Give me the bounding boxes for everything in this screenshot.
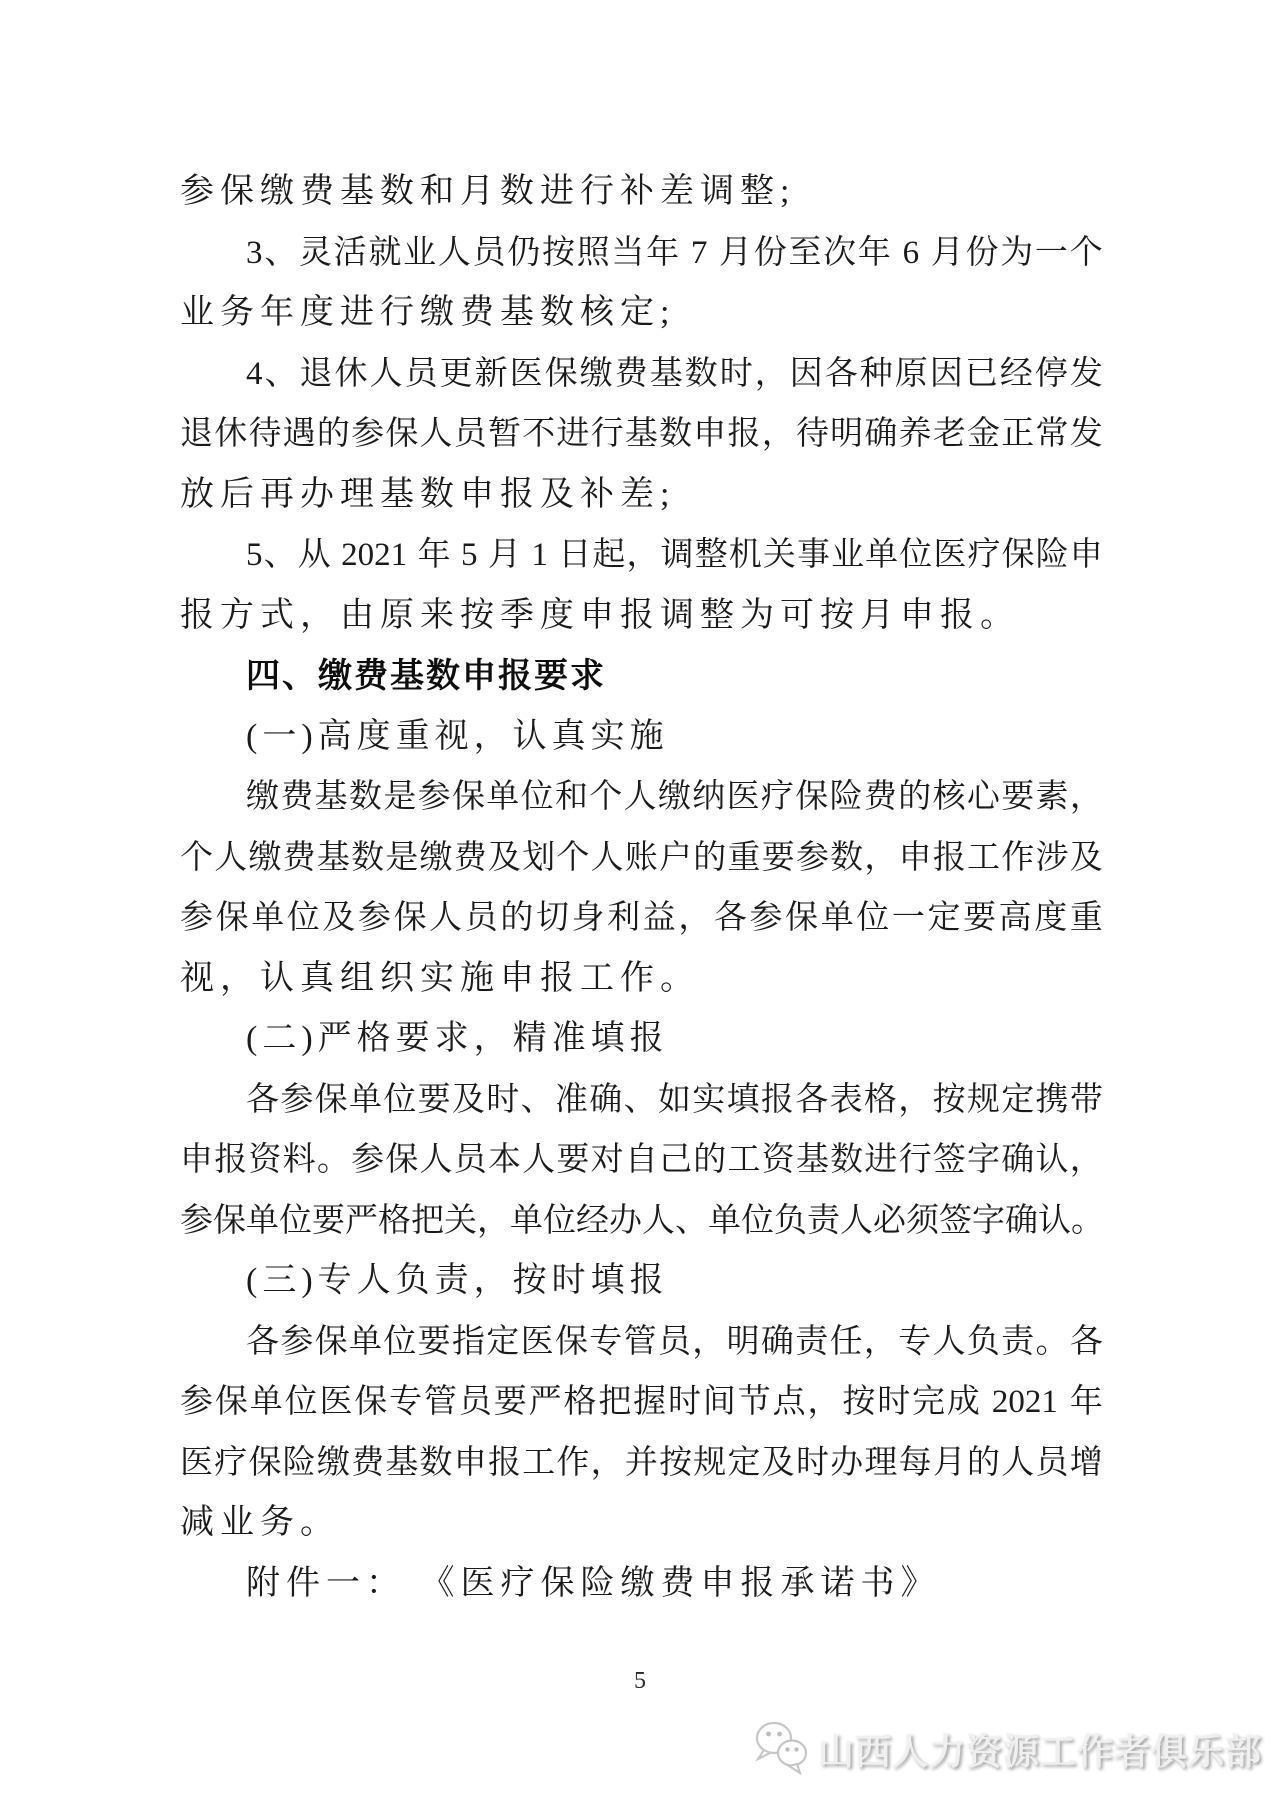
text-line: 退 休 待 遇 的 参 保 人 员 暂 不 进 行 基 数 申 报 ， 待 明 确 养 老 金 正 常 发: [180, 416, 1103, 452]
text-line: 参 保 单 位 要 严 格 把 关 ， 单 位 经 办 人 、 单 位 负 责 人 必 须 签 字 确 认 。: [180, 1202, 1104, 1239]
text-line: 四、缴费基数申报要求: [246, 657, 606, 695]
text-line: 缴 费 基 数 是 参 保 单 位 和 个 人 缴 纳 医 疗 保 险 费 的 核 心 要 素 ，: [246, 779, 1103, 815]
text-line: 各 参 保 单 位 要 指 定 医 保 专 管 员 ， 明 确 责 任 ， 专 人 负 责 。 各: [246, 1323, 1103, 1360]
document-body: [180, 162, 1103, 1614]
text-line: 个 人 缴 费 基 数 是 缴 费 及 划 个 人 账 户 的 重 要 参 数 ， 申 报 工 作 涉 及: [180, 839, 1103, 876]
text-line: 5 、 从 2021 年 5 月 1 日 起 ， 调 整 机 关 事 业 单 位 医 疗 保 险 申: [246, 537, 1103, 573]
watermark: [752, 1718, 1262, 1781]
text-line: (二)严格要求，精准填报: [246, 1020, 669, 1057]
text-line: 放后再办理基数申报及补差;: [180, 475, 676, 513]
page-number: 5: [634, 1668, 646, 1694]
text-line: 参 保 单 位 及 参 保 人 员 的 切 身 利 益 ， 各 参 保 单 位 一 定 要 高 度 重: [180, 900, 1103, 936]
watermark-text: 山西人力资源工作者俱乐部: [818, 1731, 1263, 1772]
text-line: 减业务。: [180, 1504, 340, 1541]
text-line: 各 参 保 单 位 要 及 时 、 准 确 、 如 实 填 报 各 表 格 ， 按 规 定 携 带: [246, 1081, 1103, 1118]
text-line: 医 疗 保 险 缴 费 基 数 申 报 工 作 ， 并 按 规 定 及 时 办 理 每 月 的 人 员 增: [180, 1444, 1103, 1481]
text-line: 视，认真组织实施申报工作。: [180, 959, 700, 997]
text-line: 报方式，由原来按季度申报调整为可按月申报。: [180, 596, 1020, 634]
text-line: 申 报 资 料 。 参 保 人 员 本 人 要 对 自 己 的 工 资 基 数 进 行 签 字 确 认 ，: [180, 1142, 1103, 1178]
text-line: 参 保 单 位 医 保 专 管 员 要 严 格 把 握 时 间 节 点 ， 按 时 完 成 2021 年: [180, 1384, 1103, 1420]
text-line: 业务年度进行缴费基数核定;: [180, 294, 676, 331]
text-line: 4 、 退 休 人 员 更 新 医 保 缴 费 基 数 时 ， 因 各 种 原 因 已 经 停 发: [246, 355, 1103, 392]
text-line: 3 、 灵 活 就 业 人 员 仍 按 照 当 年 7 月 份 至 次 年 6 月 份 为 一 个: [246, 234, 1103, 271]
text-line: (一)高度重视，认真实施: [246, 717, 669, 755]
wechat-icon: [752, 1718, 814, 1781]
text-line: 附件一： 《医疗保险缴费申报承诺书》: [246, 1564, 941, 1602]
text-line: (三)专人负责，按时填报: [246, 1262, 669, 1299]
text-line: 参保缴费基数和月数进行补差调整;: [180, 173, 796, 210]
